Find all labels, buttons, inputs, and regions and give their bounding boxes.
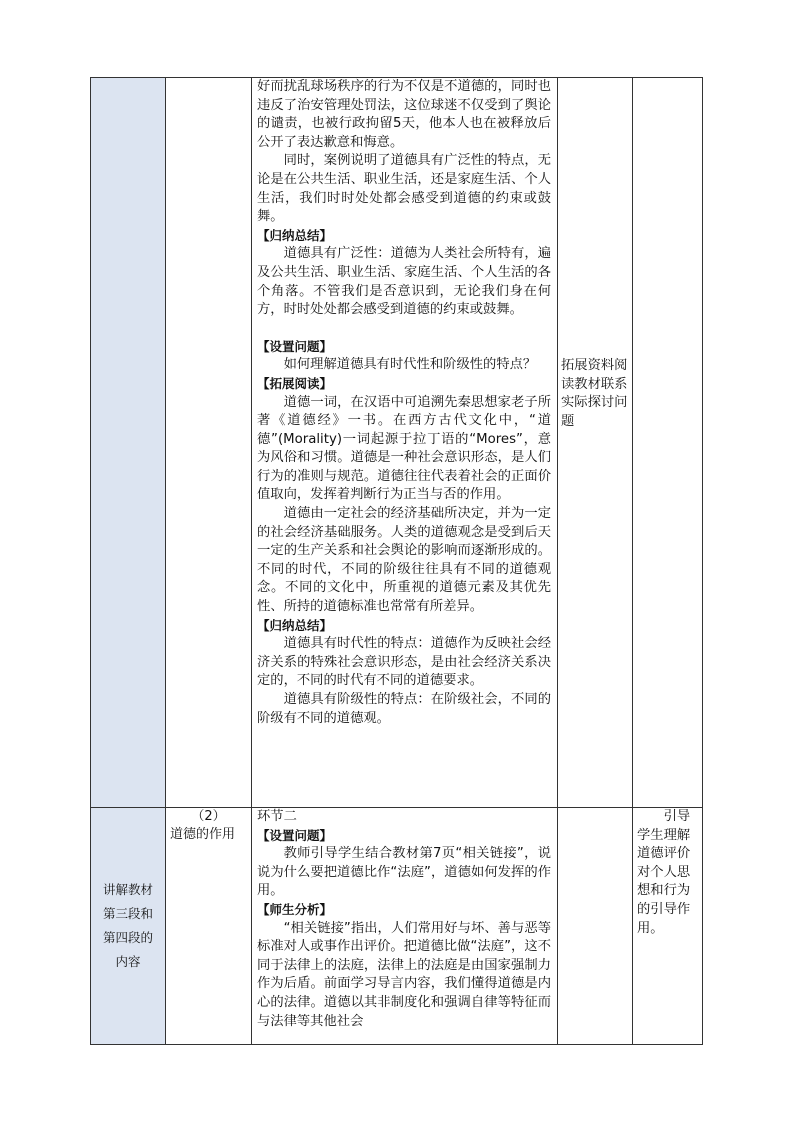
method-text: 拓展资料阅读教材联系实际探讨问题 [561, 358, 628, 429]
paragraph: 同时，案例说明了道德具有广泛性的特点，无论是在公共生活、职业生活，还是家庭生活、个人生活，我们时时处处都会感受到道德的约束或鼓舞。 [257, 153, 551, 225]
paragraph: 道德具有时代性的特点：道德作为反映社会经济关系的特殊社会意识形态，是由社会经济关系决定的，不同的时代有不同的道德要求。 [257, 636, 551, 689]
stage-cell [91, 808, 166, 1045]
topic-label [166, 808, 251, 844]
paragraph: 道德由一定社会的经济基础所决定，并为一定的社会经济基础服务。人类的道德观念是受到后天一定的生产关系和社会舆论的影响而逐渐形成的。不同的时代，不同的阶级往往具有不同的道德观念。不同的文化中，所重视的道德元素及其优先性、所持的道德标准也常常有所差异。 [257, 506, 551, 615]
content-body [252, 78, 557, 728]
content-cell [252, 78, 558, 808]
stage-label-line: 内容 [115, 954, 141, 969]
table-row-1 [91, 78, 703, 808]
paragraph: 好而扰乱球场秩序的行为不仅是不道德的，同时也违反了治安管理处罚法，这位球迷不仅受到了舆论的谴责，也被行政拘留5天，他本人也在被释放后公开了表达歉意和悔意。 [257, 79, 551, 150]
stage-label-line: 讲解教材 [102, 882, 153, 897]
section-heading: 【师生分析】 [257, 901, 333, 917]
table-row-2 [91, 808, 703, 1045]
section-heading: 【归纳总结】 [257, 617, 333, 633]
topic-cell-empty [166, 78, 252, 808]
intent-cell [633, 808, 703, 1045]
section-heading: 【设置问题】 [257, 827, 333, 843]
stage-cell-empty [91, 78, 166, 808]
section-heading: 【拓展阅读】 [257, 375, 333, 391]
section-heading: 【归纳总结】 [257, 227, 333, 243]
stage-label-line: 第三段和 [102, 906, 153, 921]
lesson-plan-table [90, 77, 703, 1045]
topic-number: （2） [191, 809, 226, 824]
paragraph: 道德具有阶级性的特点：在阶级社会，不同的阶级有不同的道德观。 [257, 692, 551, 726]
intent-cell [633, 78, 703, 808]
paragraph: 道德具有广泛性：道德为人类社会所特有，遍及公共生活、职业生活、家庭生活、个人生活的各个角落。不管我们是否意识到，无论我们身在何方，时时处处都会感受到道德的约束或鼓舞。 [257, 246, 551, 318]
topic-title: 道德的作用 [170, 827, 236, 842]
paragraph: 环节二 [257, 809, 297, 824]
content-body [252, 808, 557, 1031]
stage-label [91, 878, 165, 974]
method-cell [558, 78, 633, 808]
content-cell [252, 808, 558, 1045]
method-cell [558, 808, 633, 1045]
intent-text: 引导学生理解道德评价对个人思想和行为的引导作用。 [637, 809, 691, 936]
paragraph: “相关链接”指出，人们常用好与坏、善与恶等标准对人或事作出评价。把道德比做“法庭”，这不同于法律上的法庭，法律上的法庭是由国家强制力作为后盾。前面学习导言内容，我们懂得道德是内心的法律。道德以其非制度化和强调自律等特征而与法律等其他社会 [257, 920, 551, 1029]
stage-label-line: 第四段的 [102, 930, 153, 945]
topic-cell [166, 808, 252, 1045]
paragraph: 如何理解道德具有时代性和阶级性的特点？ [283, 357, 537, 373]
paragraph: 道德一词，在汉语中可追溯先秦思想家老子所著《道德经》一书。在西方古代文化中，“道德”(Morality)一词起源于拉丁语的“Mores”，意为风俗和习惯。道德是一种社会意识形态，是人们行为的准则与规范。道德往往代表着社会的正面价值取向，发挥着判断行为正当与否的作用。 [257, 394, 551, 503]
spacer [257, 320, 551, 338]
paragraph: 教师引导学生结合教材第7页“相关链接”，说说为什么要把道德比作“法庭”，道德如何发挥的作用。 [257, 846, 551, 899]
section-heading: 【设置问题】 [257, 338, 333, 354]
